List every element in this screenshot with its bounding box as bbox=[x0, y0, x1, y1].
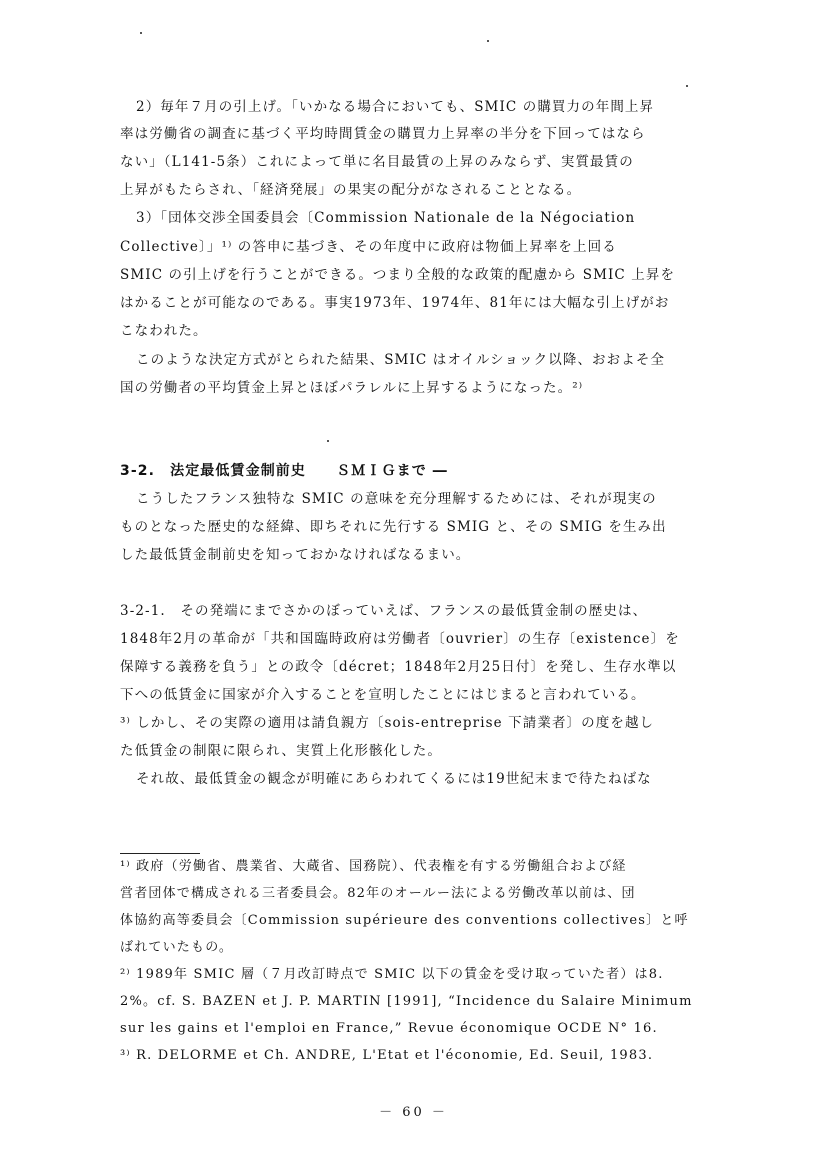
body-line: 上昇がもたらされ、「経済発展」の果実の配分がなされることとなる。 bbox=[120, 182, 582, 198]
body-line: Collective〕」¹⁾ の答申に基づき、その年度中に政府は物価上昇率を上回る bbox=[120, 239, 617, 255]
body-line: こなわれた。 bbox=[120, 323, 208, 339]
body-line: た低賃金の制限に限られ、実質上化形骸化した。 bbox=[120, 743, 443, 759]
body-line: はかることが可能なのである。事実1973年、1974年、81年には大幅な引上げがお bbox=[120, 295, 670, 311]
scan-speck bbox=[140, 32, 142, 34]
body-line: それ故、最低賃金の観念が明確にあらわれてくるには19世紀末まで待たねばな bbox=[136, 771, 652, 787]
footnote-line: 営者団体で構成される三者委員会。82年のオールー法による労働改革以前は、団 bbox=[120, 886, 636, 901]
body-line: こうしたフランス独特な SMIC の意味を充分理解するためには、それが現実の bbox=[136, 491, 657, 507]
body-line: ものとなった歴史的な経緯、即ちそれに先行する SMIG と、その SMIG を生み出 bbox=[120, 519, 667, 535]
page-number: － 60 － bbox=[379, 1105, 448, 1120]
scan-speck bbox=[327, 440, 329, 442]
body-line: 保障する義務を負う」との政令〔décret；1848年2月25日付〕を発し、生存水準以 bbox=[120, 659, 677, 675]
body-line: SMIC の引上げを行うことができる。つまり全般的な政策的配慮から SMIC 上昇を bbox=[120, 267, 676, 283]
body-line: ない」（L141-5条）これによって単に名目最賃の上昇のみならず、実質最賃の bbox=[120, 154, 634, 170]
scan-speck bbox=[686, 85, 688, 87]
section-heading: 3-2. 法定最低賃金制前史 ＳＭＩＧまで ― bbox=[120, 463, 448, 479]
body-line: した最低賃金制前史を知っておかなければなるまい。 bbox=[120, 547, 471, 563]
scan-speck bbox=[487, 40, 489, 42]
footnote-line: ばれていたもの。 bbox=[120, 940, 234, 955]
body-line: このような決定方式がとられた結果、SMIC はオイルショック以降、おおよそ全 bbox=[136, 352, 666, 368]
body-line: ³⁾ しかし、その実際の適用は請負親方〔sois-entreprise 下請業者〕の度を越し bbox=[120, 715, 655, 731]
body-line: 下への低賃金に国家が介入することを宣明したことにはじまると言われている。 bbox=[120, 687, 646, 703]
footnote-line: ¹⁾ 政府（労働省、農業省、大蔵省、国務院）、代表権を有する労働組合および経 bbox=[120, 859, 627, 874]
body-line: 1848年2月の革命が「共和国臨時政府は労働者〔ouvrier〕の生存〔existence〕を bbox=[120, 631, 680, 647]
footnote-separator bbox=[120, 853, 200, 854]
footnote-line: 体協約高等委員会〔Commission supérieure des conventions collectives〕と呼 bbox=[120, 913, 689, 928]
body-line: 3）「団体交渉全国委員会〔Commission Nationale de la Négociation bbox=[136, 210, 636, 226]
body-line: 率は労働省の調査に基づく平均時間賃金の購買力上昇率の半分を下回ってはなら bbox=[120, 126, 646, 142]
body-line: 2）毎年７月の引上げ。「いかなる場合においても、SMIC の購買力の年間上昇 bbox=[136, 99, 655, 115]
footnote-line: ³⁾ R. DELORME et Ch. ANDRE, L'Etat et l'économie, Ed. Seuil, 1983. bbox=[120, 1048, 654, 1063]
footnote-line: 2%。cf. S. BAZEN et J. P. MARTIN [1991], “Incidence du Salaire Minimum bbox=[120, 994, 693, 1009]
footnote-line: sur les gains et l'emploi en France,” Revue économique OCDE N° 16. bbox=[120, 1021, 658, 1036]
body-line: 3-2-1. その発端にまでさかのぼっていえば、フランスの最低賃金制の歴史は、 bbox=[120, 603, 648, 619]
body-line: 国の労働者の平均賃金上昇とほぼパラレルに上昇するようになった。²⁾ bbox=[120, 380, 584, 396]
footnote-line: ²⁾ 1989年 SMIC 層（７月改訂時点で SMIC 以下の賃金を受け取っていた者）は8. bbox=[120, 967, 664, 982]
